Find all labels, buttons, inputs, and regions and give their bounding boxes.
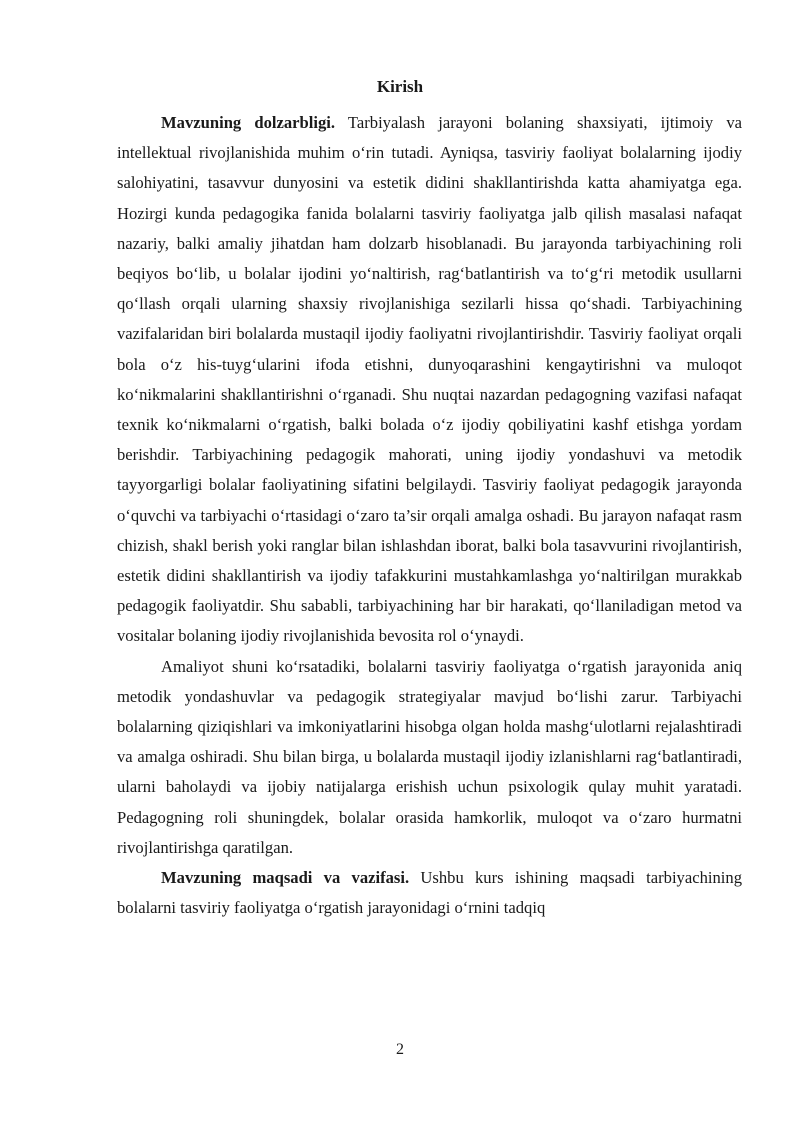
- paragraph-heading: Mavzuning maqsadi va vazifasi.: [161, 868, 410, 888]
- page-number: 2: [396, 1041, 404, 1058]
- paragraph-heading: Mavzuning dolzarbligi.: [161, 113, 336, 132]
- paragraph-relevance: [117, 108, 742, 652]
- paragraph-text: Amaliyot shuni ko‘rsatadiki, bolalarni tasviriy faoliyatga o‘rgatish jarayonida aniq metodik yondashuvlar va pedagogik strategiyalar mavjud bo‘lishi zarur. Tarbiyachi bolalarning qiziqishlari va imkoniyatlarini hisobga olgan holda mashg‘ulotlarni rejalashtiradi va amalga oshiradi. Shu bilan birga, u bolalarda mustaqil ijodiy izlanishlarni rag‘batlantiradi, ularni baholaydi va ijobiy natijalarga erishish uchun psixologik qulay muhit yaratadi. Pedagogning roli shuningdek, bolalar orasida hamkorlik, muloqot va o‘zaro hurmatni rivojlantirishga qaratilgan.: [117, 656, 742, 857]
- document-body: [117, 108, 742, 923]
- paragraph-practice: [117, 652, 742, 863]
- page-title: Kirish: [376, 77, 424, 96]
- paragraph-goal: [117, 863, 742, 923]
- paragraph-text: Ushbu kurs ishining maqsadi tarbiyachining bolalarni tasviriy faoliyatga o‘rgatish jarayonidagi o‘rnini tadqiq: [117, 868, 742, 918]
- paragraph-text: Tarbiyalash jarayoni bolaning shaxsiyati, ijtimoiy va intellektual rivojlanishida muhim o‘rin tutadi. Ayniqsa, tasviriy faoliyat bolalarning ijodiy salohiyatini, tasavvur dunyosini va estetik didini shakllantirishda katta ahamiyatga ega. Hozirgi kunda pedagogika fanida bolalarni tasviriy faoliyatga jalb qilish masalasi nafaqat nazariy, balki amaliy jihatdan ham dolzarb hisoblanadi. Bu jarayonda tarbiyachining roli beqiyos bo‘lib, u bolalar ijodini yo‘naltirish, rag‘batlantirish va to‘g‘ri metodik usullarni qo‘llash orqali ularning shaxsiy rivojlanishiga sezilarli hissa qo‘shadi. Tarbiyachining vazifalaridan biri bolalarda mustaqil ijodiy faoliyatni rivojlantirishdir. Tasviriy faoliyat orqali bola o‘z his-tuyg‘ularini ifoda etishni, dunyoqarashini kengaytirishni va muloqot ko‘nikmalarini shakllantirishni o‘rganadi. Shu nuqtai nazardan pedagogning vazifasi nafaqat texnik ko‘nikmalarni o‘rgatish, balki bolada o‘z ijodiy qobiliyatini kashf etishga yordam berishdir. Tarbiyachining pedagogik mahorati, uning ijodiy yondashuvi va metodik tayyorgarligi bolalar faoliyatining sifatini belgilaydi. Tasviriy faoliyat pedagogik jarayonda o‘quvchi va tarbiyachi o‘rtasidagi o‘zaro ta’sir orqali amalga oshadi. Bu jarayon nafaqat rasm chizish, shakl berish yoki ranglar bilan ishlashdan iborat, balki bola tasavvurini rivojlantirish, estetik didini shakllantirish va ijodiy tafakkurini mustahkamlashga yo‘naltirilgan murakkab pedagogik faoliyatdir. Shu sababli, tarbiyachining har bir harakati, qo‘llaniladigan metod va vositalar bolaning ijodiy rivojlanishida bevosita rol o‘ynaydi.: [117, 113, 742, 646]
